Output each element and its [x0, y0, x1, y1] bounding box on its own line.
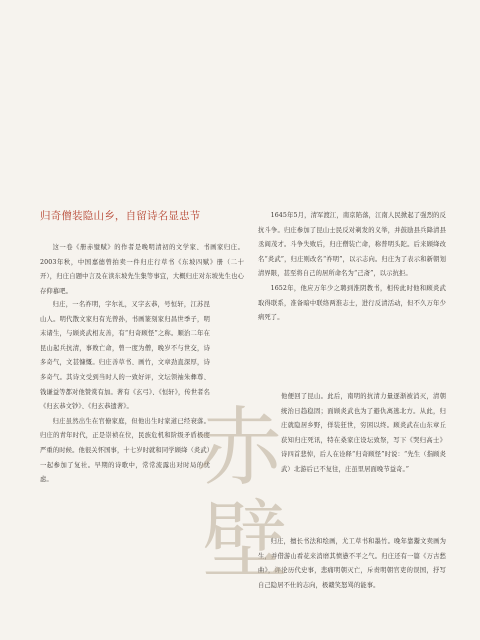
left-column	[40, 298, 210, 488]
intro-paragraph: 这一卷《册赤璧赋》的作者是晚明清初的文学家、书画家归庄。2003年秋，中国嘉德曾拍卖一件归庄行草书《东坡四赋》册（二十开），归庄自题中言及在读东坡先生集等事宜，大概归庄对东坡先生也心存仰慕吧。	[40, 244, 244, 295]
decorative-character: 赤	[196, 398, 282, 498]
body-paragraph: 1645年5月，清军渡江，南京陷落，江南人民掀起了强烈的反抗斗争。归庄参加了昆山士民反对剃发的义举，并鼓励县兵降清县丞阎茂才。斗争失败后，归庄僧装亡命，称普明头陀。后来顾绛改名“炎武”，归庄则改名“祚明”，以示志向。归庄为了表示和新朝划清界限，甚至将自己的居所命名为“己斋”，以示抗拒。	[258, 212, 446, 278]
right-column-top	[258, 209, 446, 326]
body-paragraph: 归庄虽然出生在官僚家庭，但他出生时家道已经衰落。归庄的青年时代，正是崇祯在位，民族危机和阶级矛盾极度严重的时候。他很关怀国事，十七岁时就和同学顾绛（炎武）一起参加了复社。早期的诗歌中，常常流露出对时局的忧虑。	[40, 417, 210, 484]
body-paragraph: 归庄，擅长书法和绘画，尤工草书和墨竹。晚年靠鬻文卖画为生，并借游山看花来消磨其愤懑不平之气。归庄还有一篇《万古愁曲》，评论历代史事，悲痛明朝灭亡，斥责明朝官吏的误国，抒写自己隐居不仕的志向，极赣笑怒骂的能事。	[258, 538, 446, 589]
decorative-character: 壁	[202, 491, 288, 591]
right-column-middle	[281, 390, 446, 478]
section-title: 归奇僧装隐山乡，自留诗名显忠节	[40, 210, 201, 222]
body-paragraph: 他便回了昆山。此后，南明的抗清力量逐渐被消灭，清朝统治日趋稳固；面顾炎武也为了避仇离逃北方。从此，归庄就隐居乡野，佯装狂世，穷困以终。顾炎武在山东章丘获知归庄死讯，特在桑家庄设坛致祭，写下《哭归高士》诗四首悲悼，后人在诠释“归奇顾怪”时说：“先生（指顾炎武）北游后已不复往，庄虽里居面晚节益奇。”	[281, 393, 446, 473]
body-paragraph: 归庄，一名祚明，字尔礼，又字玄恭，号恒轩，江苏昆山人。明代散文家归有光曾孙，书画篆刻家归昌世季子，明末诸生，与顾炎武相友善，有“归奇顾怪”之称。顺治二年在昆山起兵抗清，事败亡命，曾一度为僧，晚岁不与世交，诗多奇气，文甚慷慨。归庄善草书、画竹，文章劲直深厚，诗多奇气。其诗文受到当时人的一致好评，文坛领袖朱彝尊、钱谦益等都对他赞赏有加。著有《玄弓》、《恒轩》，传世者名《归玄恭文钞》、《归玄恭遗著》。	[40, 301, 210, 411]
body-paragraph: 1652年，他应万年少之聘到淮阴教书，相传此时他和顾炎武取得联系，准备暗中联络两淮志士，进行反清活动，但不久万年少病死了。	[258, 284, 446, 322]
intro-column	[40, 241, 244, 299]
